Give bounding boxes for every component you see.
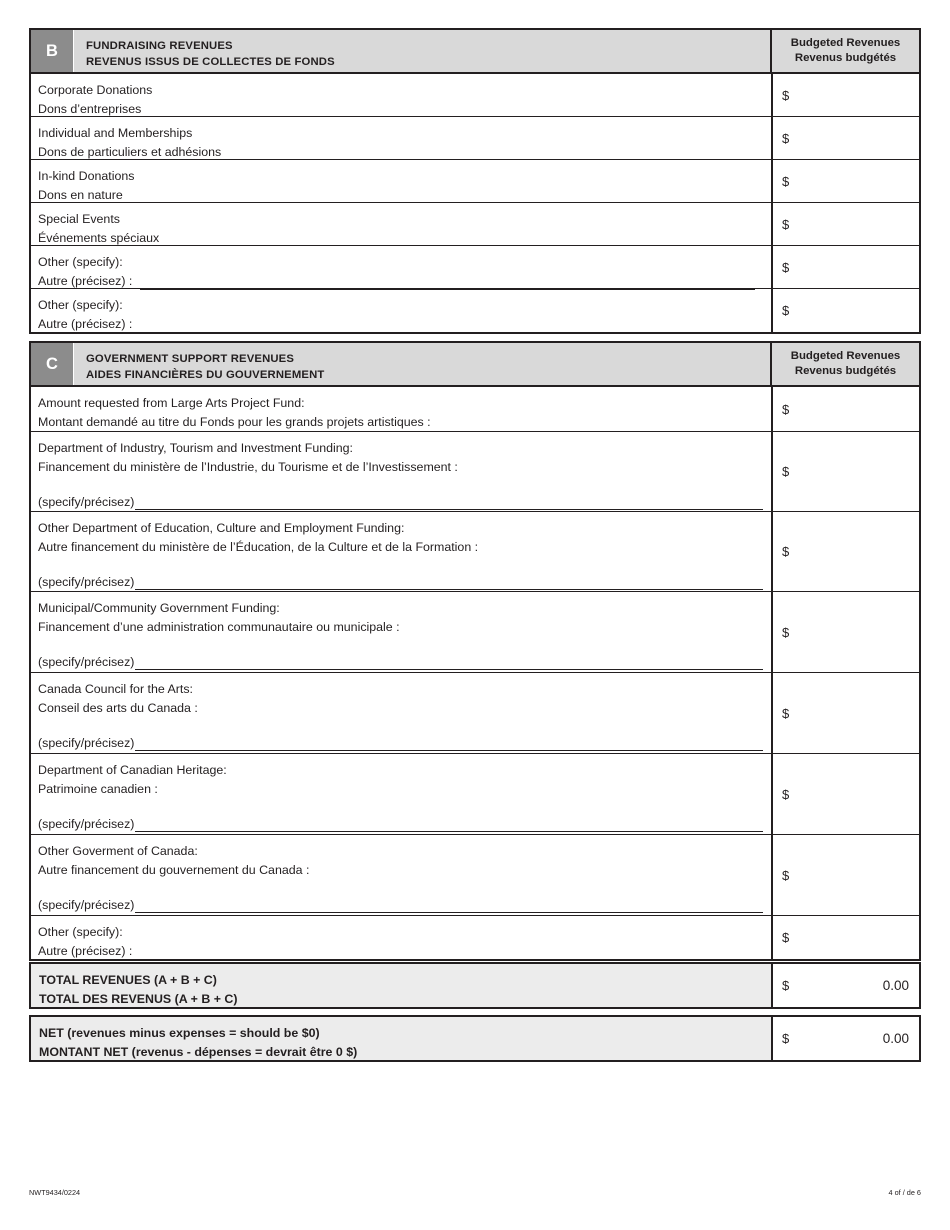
row-label-cell (31, 203, 773, 245)
row-label-en: Corporate Donations (38, 83, 153, 97)
row-label-en: Individual and Memberships (38, 126, 193, 140)
table-row (31, 673, 919, 754)
row-label-cell (31, 512, 773, 591)
section-b-title-en: FUNDRAISING REVENUES (86, 39, 233, 52)
row-label-en: In-kind Donations (38, 169, 135, 183)
row-label-fr: Autre (précisez) : (38, 943, 133, 958)
row-label-cell (31, 673, 773, 753)
row-label-cell (31, 916, 773, 959)
specify-line[interactable] (31, 735, 771, 755)
section-b-title-fr: REVENUS ISSUS DE COLLECTES DE FONDS (86, 55, 335, 68)
row-label-en: Department of Canadian Heritage: (38, 763, 227, 777)
amount-field[interactable] (773, 512, 919, 591)
total-revenues-row (29, 962, 921, 1009)
amount-field[interactable] (773, 387, 919, 431)
specify-write-in-rule[interactable] (135, 818, 763, 832)
currency-symbol: $ (782, 303, 790, 318)
row-label-en: Other (specify): (38, 255, 123, 269)
row-label-cell (31, 74, 773, 116)
page-number: 4 of / de 6 (888, 1188, 921, 1197)
specify-line[interactable] (31, 654, 771, 674)
page-footer (29, 1188, 921, 1197)
specify-write-in-rule[interactable] (135, 576, 763, 590)
net-amount-value: 0.00 (882, 1031, 909, 1046)
specify-write-in-rule[interactable] (140, 318, 755, 333)
row-label-cell (31, 592, 773, 672)
table-row (31, 754, 919, 835)
specify-write-in-rule[interactable] (135, 737, 763, 751)
table-row (31, 387, 919, 432)
net-label (31, 1017, 773, 1060)
table-row (31, 592, 919, 673)
amount-field[interactable] (773, 160, 919, 202)
currency-symbol: $ (782, 978, 790, 993)
table-row (31, 512, 919, 592)
currency-symbol: $ (782, 464, 790, 479)
net-row (29, 1015, 921, 1062)
row-label-cell (31, 246, 773, 288)
row-label-cell (31, 289, 773, 332)
currency-symbol: $ (782, 216, 790, 232)
section-c-header (31, 343, 919, 387)
row-label-fr: Financement d’une administration communautaire ou municipale : (38, 619, 400, 634)
row-label-cell (31, 432, 773, 511)
amount-field[interactable] (773, 916, 919, 959)
section-b-column-header-fr: Revenus budgétés (794, 52, 897, 64)
row-label-fr: Dons d’entreprises (38, 101, 142, 116)
currency-symbol: $ (782, 705, 790, 721)
row-label-cell (31, 835, 773, 915)
specify-write-in-rule[interactable] (135, 496, 763, 510)
net-amount-field (773, 1017, 919, 1060)
total-revenues-amount-field (773, 964, 919, 1007)
specify-write-in-rule[interactable] (140, 945, 755, 960)
section-c-letter: C (31, 343, 74, 385)
row-label-fr: Financement du ministère de l’Industrie, du Tourisme et de l’Investissement : (38, 459, 458, 474)
table-row (31, 160, 919, 203)
table-row (31, 246, 919, 289)
specify-line[interactable] (31, 816, 771, 836)
total-revenues-label-en: TOTAL REVENUES (A + B + C) (39, 973, 217, 987)
currency-symbol: $ (782, 867, 790, 883)
row-label-fr: Autre financement du gouvernement du Canada : (38, 862, 310, 877)
specify-label: (specify/précisez) (38, 898, 135, 912)
row-label-en: Amount requested from Large Arts Project Fund: (38, 396, 305, 410)
table-row (31, 432, 919, 512)
section-c-column-header (772, 343, 919, 385)
specify-line[interactable] (38, 942, 763, 961)
specify-write-in-rule[interactable] (140, 275, 755, 290)
amount-field[interactable] (773, 754, 919, 834)
amount-field[interactable] (773, 203, 919, 245)
table-row (31, 74, 919, 117)
row-label-en: Other Goverment of Canada: (38, 844, 198, 858)
currency-symbol: $ (782, 786, 790, 802)
currency-symbol: $ (782, 173, 790, 189)
row-label-fr: Événements spéciaux (38, 230, 160, 245)
section-c-title (74, 343, 772, 385)
row-label-en: Municipal/Community Government Funding: (38, 601, 280, 615)
table-row (31, 289, 919, 332)
row-label-fr: Dons en nature (38, 187, 123, 202)
net-label-en: NET (revenues minus expenses = should be $0) (39, 1026, 320, 1040)
row-label-fr: Patrimoine canadien : (38, 781, 158, 796)
section-b-header (31, 30, 919, 74)
row-label-cell (31, 387, 773, 431)
specify-label: (specify/précisez) (38, 817, 135, 831)
table-row (31, 835, 919, 916)
row-label-en: Other (specify): (38, 925, 123, 939)
row-label-cell (31, 117, 773, 159)
row-label-fr: Autre financement du ministère de l’Éducation, de la Culture et de la Formation : (38, 539, 479, 554)
row-label-en: Other Department of Education, Culture and Employment Funding: (38, 521, 405, 535)
currency-symbol: $ (782, 930, 790, 945)
amount-field[interactable] (773, 432, 919, 511)
currency-symbol: $ (782, 1031, 790, 1046)
form-code: NWT9434/0224 (29, 1188, 81, 1197)
amount-field[interactable] (773, 74, 919, 116)
specify-label: (specify/précisez) (38, 655, 135, 669)
amount-field[interactable] (773, 592, 919, 672)
amount-field[interactable] (773, 835, 919, 915)
currency-symbol: $ (782, 401, 790, 417)
section-c-column-header-fr: Revenus budgétés (794, 365, 897, 377)
row-label-fr: Dons de particuliers et adhésions (38, 144, 222, 159)
specify-label: (specify/précisez) (38, 495, 135, 509)
section-b-column-header-en: Budgeted Revenues (790, 36, 901, 49)
row-label-en: Special Events (38, 212, 120, 226)
specify-write-in-rule[interactable] (135, 899, 763, 913)
specify-line[interactable] (31, 494, 771, 514)
currency-symbol: $ (782, 624, 790, 640)
row-label-fr: Autre (précisez) : (38, 316, 133, 331)
table-row (31, 916, 919, 959)
specify-label: (specify/précisez) (38, 736, 135, 750)
amount-field[interactable] (773, 246, 919, 288)
total-revenues-label (31, 964, 773, 1007)
currency-symbol: $ (782, 130, 790, 146)
row-label-fr: Conseil des arts du Canada : (38, 700, 198, 715)
amount-field[interactable] (773, 673, 919, 753)
section-b-title (74, 30, 772, 72)
specify-line[interactable] (38, 315, 763, 334)
section-b-column-header (772, 30, 919, 72)
table-row (31, 117, 919, 160)
section-c-table (29, 341, 921, 961)
section-b-table (29, 28, 921, 334)
row-label-cell (31, 754, 773, 834)
currency-symbol: $ (782, 259, 790, 275)
specify-line[interactable] (31, 574, 771, 594)
row-label-cell (31, 160, 773, 202)
total-revenues-label-fr: TOTAL DES REVENUS (A + B + C) (39, 991, 238, 1006)
section-b-letter: B (31, 30, 74, 72)
specify-line[interactable] (38, 272, 763, 291)
section-c-title-fr: AIDES FINANCIÈRES DU GOUVERNEMENT (86, 368, 325, 381)
specify-label: (specify/précisez) (38, 575, 135, 589)
total-revenues-amount-value: 0.00 (882, 978, 909, 993)
section-c-column-header-en: Budgeted Revenues (790, 349, 901, 362)
row-label-fr: Autre (précisez) : (38, 273, 133, 288)
specify-line[interactable] (31, 897, 771, 917)
row-label-en: Other (specify): (38, 298, 123, 312)
amount-field[interactable] (773, 117, 919, 159)
currency-symbol: $ (782, 87, 790, 103)
net-label-fr: MONTANT NET (revenus - dépenses = devrait être 0 $) (39, 1044, 358, 1059)
specify-write-in-rule[interactable] (135, 656, 763, 670)
row-label-en: Department of Industry, Tourism and Investment Funding: (38, 441, 353, 455)
row-label-en: Canada Council for the Arts: (38, 682, 193, 696)
table-row (31, 203, 919, 246)
section-c-title-en: GOVERNMENT SUPPORT REVENUES (86, 352, 295, 365)
currency-symbol: $ (782, 544, 790, 559)
amount-field[interactable] (773, 289, 919, 332)
row-label-fr: Montant demandé au titre du Fonds pour les grands projets artistiques : (38, 414, 431, 429)
